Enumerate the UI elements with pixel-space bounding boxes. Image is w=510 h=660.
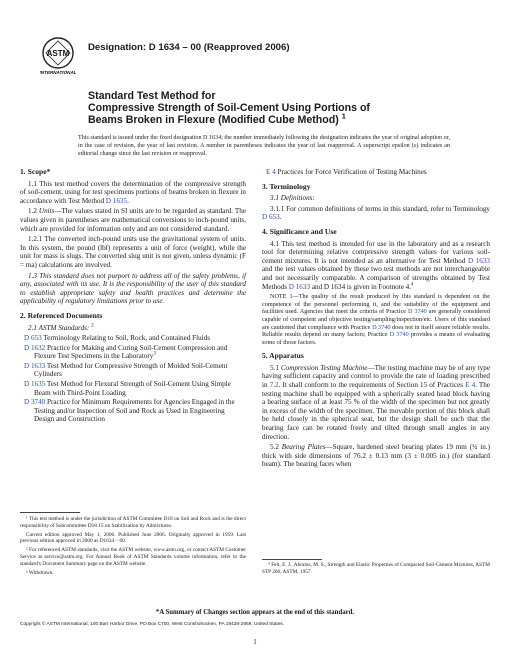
footnote-1: ¹ This test method is under the jurisdiction of ASTM Committee D18 on Soil and Rock and is the direct responsibility of Subcommittee D18.15 on Stabilization by Admixtures. [20,516,246,529]
para-1-2 [20,207,246,233]
reference-item [20,344,246,361]
reference-text: Practice for Making and Curing Soil-Cement Compression and Flexure Test Specimens in the Laboratory [34,343,228,361]
reference-item [262,168,490,177]
footnotes-left [20,516,246,578]
para-2-1-text: 2.1 ASTM Standards: [28,323,90,332]
para-3-1: 3.1 Definitions: [270,194,315,203]
issue-notice: This standard is issued under the fixed designation D 1634; the number immediately following the designation indicates the year of original adoption or, in the case of revision, the year of last revision. A number in parentheses indicates the year of last reapproval. A superscript epsilon (ε) indicates an editorial change since the last revision or reapproval. [78,135,450,157]
para-5-1-text-c: . The testing machine shall be equipped with a spherically seated head block having a bearing surface of at least 75 % of the width of the specimen but not greatly in excess of the width of the specimen. The movable portion of this block shall be held closely in the spherical seat, but the design shall be such that the bearing face can be rotated freely and tilted through small angles in any direction. [262,381,490,441]
para-1-2-label: Units [38,207,55,216]
para-2-1 [20,324,246,333]
link-d3740-note-1[interactable]: D 3740 [407,308,427,316]
reference-text: Test Method for Flexural Strength of Soil-Cement Using Simple Beam with Third-Point Loading [34,380,231,397]
astm-logo-icon [40,36,76,76]
scope-heading: 1. Scope* [20,167,51,176]
para-3-1-1: 3.1.1 For common definitions of terms in this standard, refer to Terminology D 653. [262,204,490,222]
link-d1635-ref[interactable]: D 1635 [24,380,46,389]
reference-item [20,380,246,397]
para-5-1-text-a: —The testing machine may be of any type having sufficient capacity and control to provide the rate of loading prescribed in [262,363,490,390]
reference-item [20,334,246,343]
footnote-marker-2: 2 [91,323,94,329]
footnote-1-edition: Current edition approved May 1, 2006. Published June 2006. Originally approved in 1959. Last previous edition approved in 2000 as D1634 – 00. [20,531,246,545]
terminology-heading: 3. Terminology [262,181,311,191]
footnote-3: ³ Withdrawn. [26,569,54,576]
apparatus-heading: 5. Apparatus [262,351,304,361]
para-4-1 [262,240,490,292]
para-3-1-1-text: 3.1.1 For common definitions of terms in this standard, refer to Terminology [270,204,490,213]
note-1-text-a: NOTE 1—The quality of the result produced by this standard is dependent on the competence of the personnel performing it, and the suitability of the equipment and facilities used. Agencies that meet the criteria of Practice [262,293,490,316]
logo-subtext: INTERNATIONAL [40,70,76,75]
reference-text: Practices for Force Verification of Testing Machines [277,168,427,176]
footnotes-right [262,562,490,578]
link-e4-apparatus[interactable]: E 4 [465,381,476,390]
page-number: 1 [253,638,257,646]
para-5-1-text-b: . It shall conform to the requirements of Section 15 of Practices [278,381,464,390]
reference-item [20,362,246,379]
para-5-1-lead: 5.1 [270,363,281,372]
link-d3740-note-2[interactable]: D 3740 [372,323,391,331]
link-d1633[interactable]: D 1633 [24,361,46,370]
note-1-text-c: does not in itself assure reliable results. Reliable results depend on many factors; Practice [262,323,491,339]
link-section-7-2[interactable]: 7.2 [269,381,279,390]
footnote-marker-4: 4 [411,282,414,288]
footnote-4: ⁴ Felt, E. J., Abrams, M. S., Strength and Elastic Properties of Compacted Soil-Cement Mixtures, ASTM STP 206, ASTM, 1957. [262,562,490,575]
designation: Designation: D 1634 – 00 (Reapproved 2006) [88,42,290,53]
referenced-documents-heading: 2. Referenced Documents [20,310,103,320]
link-d1632[interactable]: D 1632 [24,343,46,352]
para-4-1-text-b: and the test values obtained by these two test methods are not interchangeable and not necessarily comparable. A comparison of strengths obtained by Test Methods [262,265,490,291]
title-line-2: Compressive Strength of Soil-Cement Using Portions of [88,102,370,114]
para-1-2-lead: 1.2 [28,207,39,216]
para-1-1-text: 1.1 This test method covers the determination of the compressive strength of soil-cement, using for test specimens portions of beams broken in flexure in accordance with Test Method [20,179,246,205]
note-1 [262,293,490,346]
para-5-1-label: Compression Testing Machine [280,363,368,372]
para-5-2-text: —Square, hardened steel bearing plates 19 mm (¾ in.) thick with side dimensions of 76.2 ± 0.13 mm (3 ± 0.005 in.) (for standard beam). The bearing faces when [262,443,491,469]
para-4-1-text-c: and D 1634 is given in Footnote 4. [311,282,411,291]
reference-list [20,334,246,424]
link-d1633-sig-2[interactable]: D 1633 [288,282,311,291]
link-d3740[interactable]: D 3740 [24,398,46,407]
reference-item [20,398,246,424]
footnote-divider-right [262,559,322,560]
para-1-2-text: —The values stated in SI units are to be regarded as standard. The values given in parentheses are mathematical conversions to inch-pound units, which are provided for information only and are not considered standard. [20,207,247,233]
link-d1633-sig[interactable]: D 1633 [467,256,490,265]
page-title [88,90,468,126]
note-1-text-d: provides a means of evaluating some of those factors. [262,331,491,346]
link-d653[interactable]: D 653 [24,334,42,343]
left-column [20,168,246,425]
significance-heading: 4. Significance and Use [262,226,337,236]
footnote-divider-left [20,512,80,513]
para-5-2 [262,443,490,469]
note-1-text-b: are generally considered capable of competent and objective testing/sampling/inspection/etc. Users of this standard are cautioned that compliance with Practice [262,308,491,331]
footnote-2: ² For referenced ASTM standards, visit the ASTM website, www.astm.org, or contact ASTM Customer Service at service@astm.org. For Annual Book of ASTM Standards volume information, refer to the standard's Document Summary page on the ASTM website. [20,547,246,567]
title-line-1: Standard Test Method for [88,90,216,102]
title-line-3-text: Beams Broken in Flexure (Modified Cube Method) [88,114,339,126]
link-d3740-note-3[interactable]: D 3740 [389,331,409,339]
para-1-1: 1.1 This test method covers the determination of the compressive strength of soil-cement, using for test specimens portions of beams broken in flexure in accordance with Test Method D 1635. [20,179,246,205]
para-5-2-label: Bearing Plates [281,443,326,452]
title-line-3 [88,111,468,126]
summary-of-changes-note: *A Summary of Changes section appears at the end of this standard. [155,609,355,616]
link-e4[interactable]: E 4 [266,168,276,176]
title-footnote-marker: 1 [341,111,346,121]
right-column [262,168,490,471]
para-5-1 [262,364,490,441]
para-1-2-1: 1.2.1 The converted inch-pound units use the gravitational system of units. In this system, the pound (lbf) represents a unit of force (weight), while the unit for mass is slugs. The converted slug unit is not given, unless dynamic (F = ma) calculations are involved. [20,235,246,269]
reference-text: Terminology Relating to Soil, Rock, and Contained Fluids [43,334,211,343]
link-d653-term[interactable]: D 653 [262,213,280,222]
para-4-1-text-a: 4.1 This test method is intended for use in the laboratory and as a research tool for determining relative compressive strength values for various soil-cement mixtures. It is not intended as an alternative for Test Method [262,239,490,265]
para-5-2-lead: 5.2 [270,443,282,452]
link-d1635[interactable]: D 1635 [105,196,128,205]
footnote-marker-3: 3 [153,351,156,357]
reference-text: Test Method for Compressive Strength of Molded Soil-Cement Cylinders [34,361,228,379]
reference-text: Practice for Minimum Requirements for Agencies Engaged in the Testing and/or Inspection of Soil and Rock as Used in Engineering Design and Construction [34,398,235,424]
copyright-notice: Copyright © ASTM International, 100 Barr Harbor Drive, PO Box C700, West Conshohocken, PA 19428-2959, United States. [20,622,285,627]
para-1-3: 1.3 This standard does not purport to address all of the safety problems, if any, associated with its use. It is the responsibility of the user of this standard to establish appropriate safety and health practices and determine the applicability of regulatory limitations prior to use. [20,271,246,306]
logo-text: ASTM [46,49,70,58]
